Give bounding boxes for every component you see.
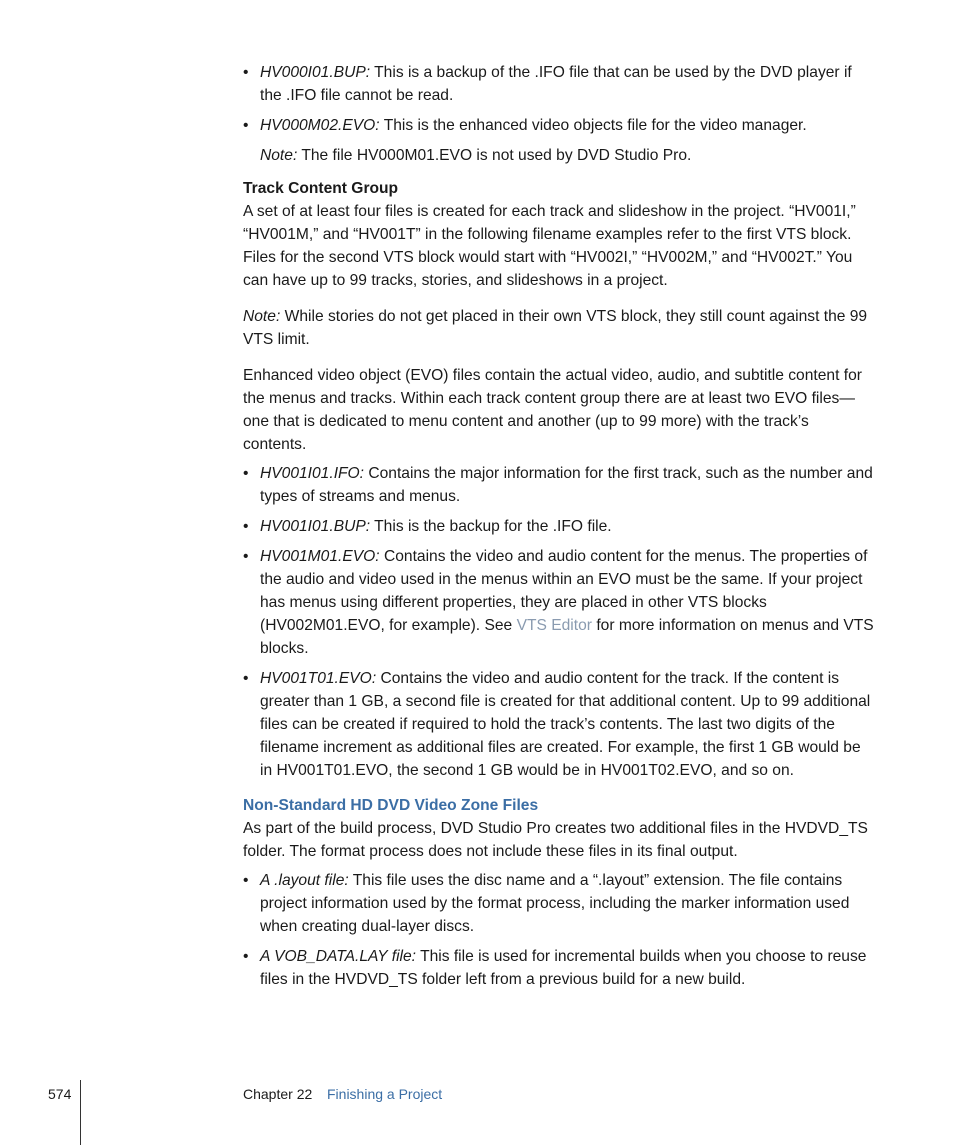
page-content <box>243 61 875 998</box>
bullet-marker: • <box>243 872 249 889</box>
list-item-term: A .layout file: <box>260 872 349 889</box>
note-label: Note: <box>260 147 298 164</box>
list-item-term: HV001I01.BUP: <box>260 518 371 535</box>
list-item <box>243 945 875 991</box>
list-item-text: This file uses the disc name and a “.layout” extension. The file contains project information used by the format process, including the marker information used when creating dual-layer discs. <box>260 872 850 935</box>
list-item <box>243 667 875 782</box>
bullet-marker: • <box>243 518 249 535</box>
note-text: The file HV000M01.EVO is not used by DVD Studio Pro. <box>301 147 692 164</box>
vts-editor-link[interactable]: VTS Editor <box>516 617 592 634</box>
list-item-text: Contains the video and audio content for the menus. The properties of the audio and video used in the menus within an EVO must be the same. If your project has menus using different properties, they are placed in other VTS blocks (HV002M01.EVO, for example). See <box>260 548 868 634</box>
bullet-marker: • <box>243 948 249 965</box>
list-item-text: for more information on menus and VTS blocks. <box>260 617 874 657</box>
list-item-term: HV001T01.EVO: <box>260 670 377 687</box>
paragraph: A set of at least four files is created for each track and slideshow in the project. “HV001I,” “HV001M,” and “HV001T” in the following filename examples refer to the first VTS block. Files for the second VTS block would start with “HV002I,” “HV002M,” and “HV002T.” You can have up to 99 tracks, stories, and slideshows in a project. <box>243 203 856 289</box>
list-item-term: HV000M02.EVO: <box>260 117 380 134</box>
list-item-term: HV000I01.BUP: <box>260 64 371 81</box>
paragraph: As part of the build process, DVD Studio Pro creates two additional files in the HVDVD_TS folder. The format process does not include these files in its final output. <box>243 820 868 860</box>
list-item-text: Contains the video and audio content for the track. If the content is greater than 1 GB, a second file is created for that additional content. Up to 99 additional files can be created if required to hold the track’s contents. The last two digits of the filename increment as additional files are created. For example, the first 1 GB would be in HV001T01.EVO, the second 1 GB would be in HV001T02.EVO, and so on. <box>260 670 871 779</box>
section-heading: Non-Standard HD DVD Video Zone Files <box>243 797 539 814</box>
chapter-label: Chapter 22 <box>243 1086 313 1102</box>
paragraph: Enhanced video object (EVO) files contain the actual video, audio, and subtitle content for the menus and tracks. Within each track content group there are at least two EVO files—one that is dedicated to menu content and another (up to 99 more) with the track’s contents. <box>243 367 862 453</box>
section-heading: Track Content Group <box>243 180 399 197</box>
list-item-text: This file is used for incremental builds when you choose to reuse files in the HVDVD_TS folder left from a previous build for a new build. <box>260 948 867 988</box>
list-item-text: Contains the major information for the first track, such as the number and types of streams and menus. <box>260 465 873 505</box>
bullet-marker: • <box>243 117 249 134</box>
list-item-text: This is the enhanced video objects file for the video manager. <box>383 117 807 134</box>
note-text: While stories do not get placed in their own VTS block, they still count against the 99 VTS limit. <box>243 308 868 348</box>
list-item-text: This is the backup for the .IFO file. <box>374 518 612 535</box>
list-item-term: A VOB_DATA.LAY file: <box>260 948 416 965</box>
bullet-marker: • <box>243 670 249 687</box>
list-item <box>243 515 875 538</box>
page-number: 574 <box>48 1086 72 1102</box>
list-item-term: HV001M01.EVO: <box>260 548 380 565</box>
note <box>243 305 875 351</box>
list-item <box>243 462 875 508</box>
note <box>243 144 875 167</box>
list-item <box>243 114 875 137</box>
note-label: Note: <box>243 308 281 325</box>
list-item-text: This is a backup of the .IFO file that can be used by the DVD player if the .IFO file cannot be read. <box>260 64 852 104</box>
list-item <box>243 869 875 938</box>
bullet-marker: • <box>243 64 249 81</box>
list-item-term: HV001I01.IFO: <box>260 465 365 482</box>
list-item <box>243 545 875 660</box>
list-item <box>243 61 875 107</box>
bullet-marker: • <box>243 548 249 565</box>
bullet-marker: • <box>243 465 249 482</box>
chapter-title-link[interactable]: Finishing a Project <box>327 1086 443 1102</box>
page-footer <box>0 1086 954 1106</box>
